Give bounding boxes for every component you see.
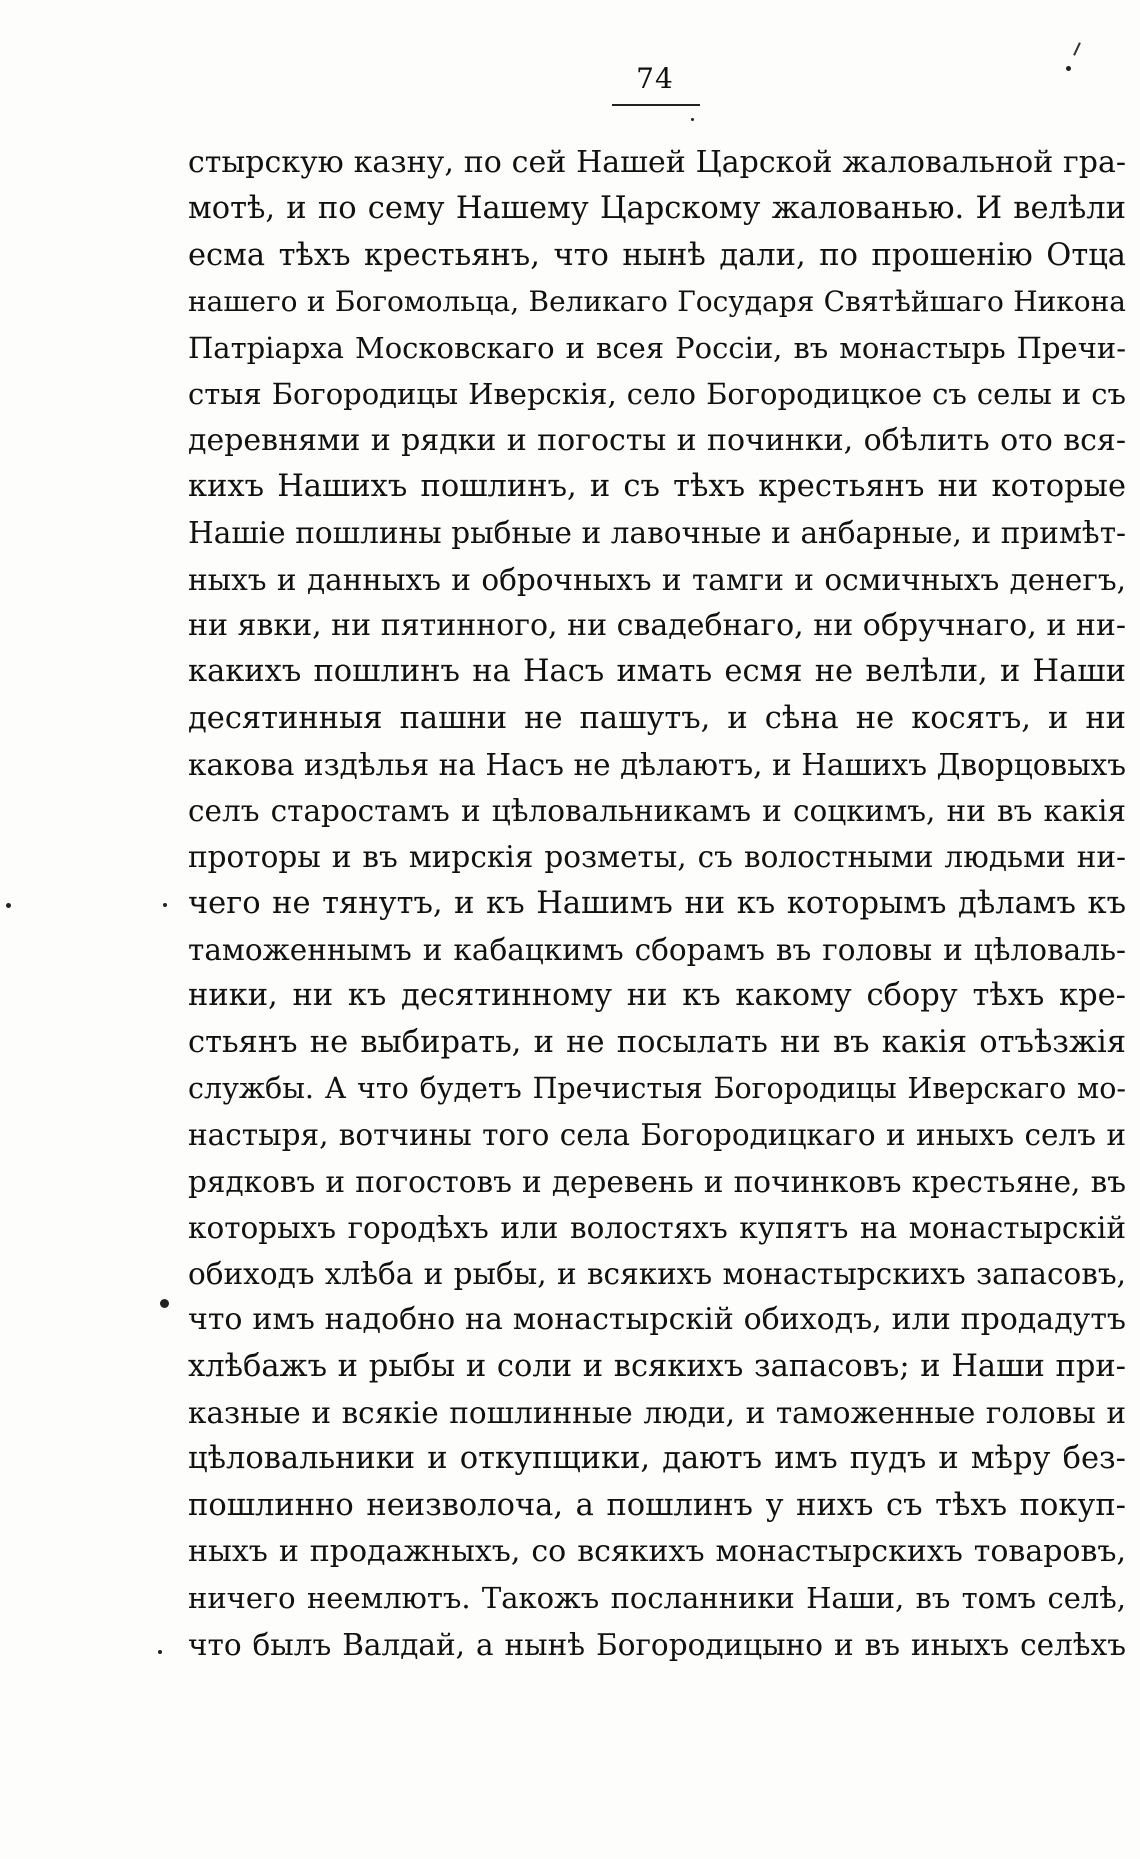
- text-line: какихъ пошлинъ на Насъ имать есмя не велѣли, и Наши: [188, 654, 1126, 690]
- text-line: ни явки, ни пятинного, ни свадебнаго, ни обручнаго, и ни-: [188, 607, 1126, 643]
- text-line: деревнями и рядки и погосты и починки, обѣлить ото вся-: [188, 422, 1126, 458]
- text-line: которыхъ городѣхъ или волостяхъ купятъ на монастырскій: [188, 1210, 1126, 1245]
- text-line: ники, ни къ десятинному ни къ какому сбору тѣхъ кре-: [188, 978, 1126, 1014]
- text-line: селъ старостамъ и цѣловальникамъ и соцкимъ, ни въ какія: [188, 794, 1126, 829]
- text-line: проторы и въ мирскія розметы, съ волостными людьми ни-: [188, 840, 1126, 875]
- text-line: чего не тянутъ, и къ Нашимъ ни къ которымъ дѣламъ къ: [188, 885, 1126, 921]
- page-number: 74: [636, 62, 674, 95]
- body-text: [188, 140, 1126, 1668]
- ink-mark: [1073, 42, 1081, 56]
- text-line: пошлинно неизволоча, а пошлинъ у нихъ съ тѣхъ покуп-: [188, 1487, 1126, 1523]
- text-line: что имъ надобно на монастырскій обиходъ, или продадутъ: [188, 1302, 1126, 1338]
- text-line: стырскую казну, по сей Нашей Царской жаловальной гра-: [188, 145, 1126, 180]
- text-line: службы. А что будетъ Пречистыя Богородицы Иверскаго мо-: [188, 1071, 1126, 1105]
- text-line: рядковъ и погостовъ и деревень и починковъ крестьяне, въ: [188, 1164, 1126, 1199]
- page-number-rule: [612, 104, 700, 106]
- text-line: есма тѣхъ крестьянъ, что нынѣ дали, по прошенію Отца: [188, 237, 1126, 273]
- text-line: цѣловальники и откупщики, даютъ имъ пудъ и мѣру без-: [188, 1441, 1126, 1477]
- text-line: нашего и Богомольца, Великаго Государя Святѣйшаго Никона: [188, 284, 1126, 318]
- text-line: Нашіе пошлины рыбные и лавочные и анбарные, и примѣт-: [188, 516, 1126, 551]
- text-line: кихъ Нашихъ пошлинъ, и съ тѣхъ крестьянъ ни которые: [188, 469, 1126, 505]
- text-line: что былъ Валдай, а нынѣ Богородицыно и въ иныхъ селѣхъ: [188, 1627, 1126, 1662]
- text-line: ничего неемлютъ. Такожъ посланники Наши, въ томъ селѣ,: [188, 1581, 1126, 1616]
- ink-dot: [691, 118, 694, 121]
- text-line: Патріарха Московскаго и всея Россіи, въ монастырь Пречи-: [188, 331, 1126, 366]
- text-line: стыя Богородицы Иверскія, село Богородицкое съ селы и съ: [188, 377, 1126, 412]
- text-line: десятинныя пашни не пашутъ, и сѣна не косятъ, и ни: [188, 700, 1126, 736]
- text-line: хлѣбажъ и рыбы и соли и всякихъ запасовъ; и Наши при-: [188, 1348, 1126, 1384]
- text-line: стьянъ не выбирать, и не посылать ни въ какія отъѣзжія: [188, 1024, 1126, 1060]
- text-line: какова издѣлья на Насъ не дѣлаютъ, и Нашихъ Дворцовыхъ: [188, 747, 1126, 782]
- text-line: обиходъ хлѣба и рыбы, и всякихъ монастырскихъ запасовъ,: [188, 1257, 1126, 1292]
- margin-dot: [158, 1650, 162, 1654]
- margin-dot: [6, 903, 11, 908]
- text-line: таможеннымъ и кабацкимъ сборамъ въ головы и цѣловаль-: [188, 933, 1126, 968]
- ink-blot: [160, 1299, 169, 1308]
- text-line: мотѣ, и по сему Нашему Царскому жалованью. И велѣли: [188, 191, 1126, 227]
- text-line: казные и всякіе пошлинные люди, и таможенные головы и: [188, 1396, 1126, 1431]
- text-line: ныхъ и данныхъ и оброчныхъ и тамги и осмичныхъ денегъ,: [188, 562, 1126, 597]
- text-line: настыря, вотчины того села Богородицкаго и иныхъ селъ и: [188, 1118, 1126, 1153]
- margin-dot: [163, 903, 167, 907]
- text-line: ныхъ и продажныхъ, со всякихъ монастырскихъ товаровъ,: [188, 1533, 1126, 1569]
- ink-dot: [1066, 66, 1071, 71]
